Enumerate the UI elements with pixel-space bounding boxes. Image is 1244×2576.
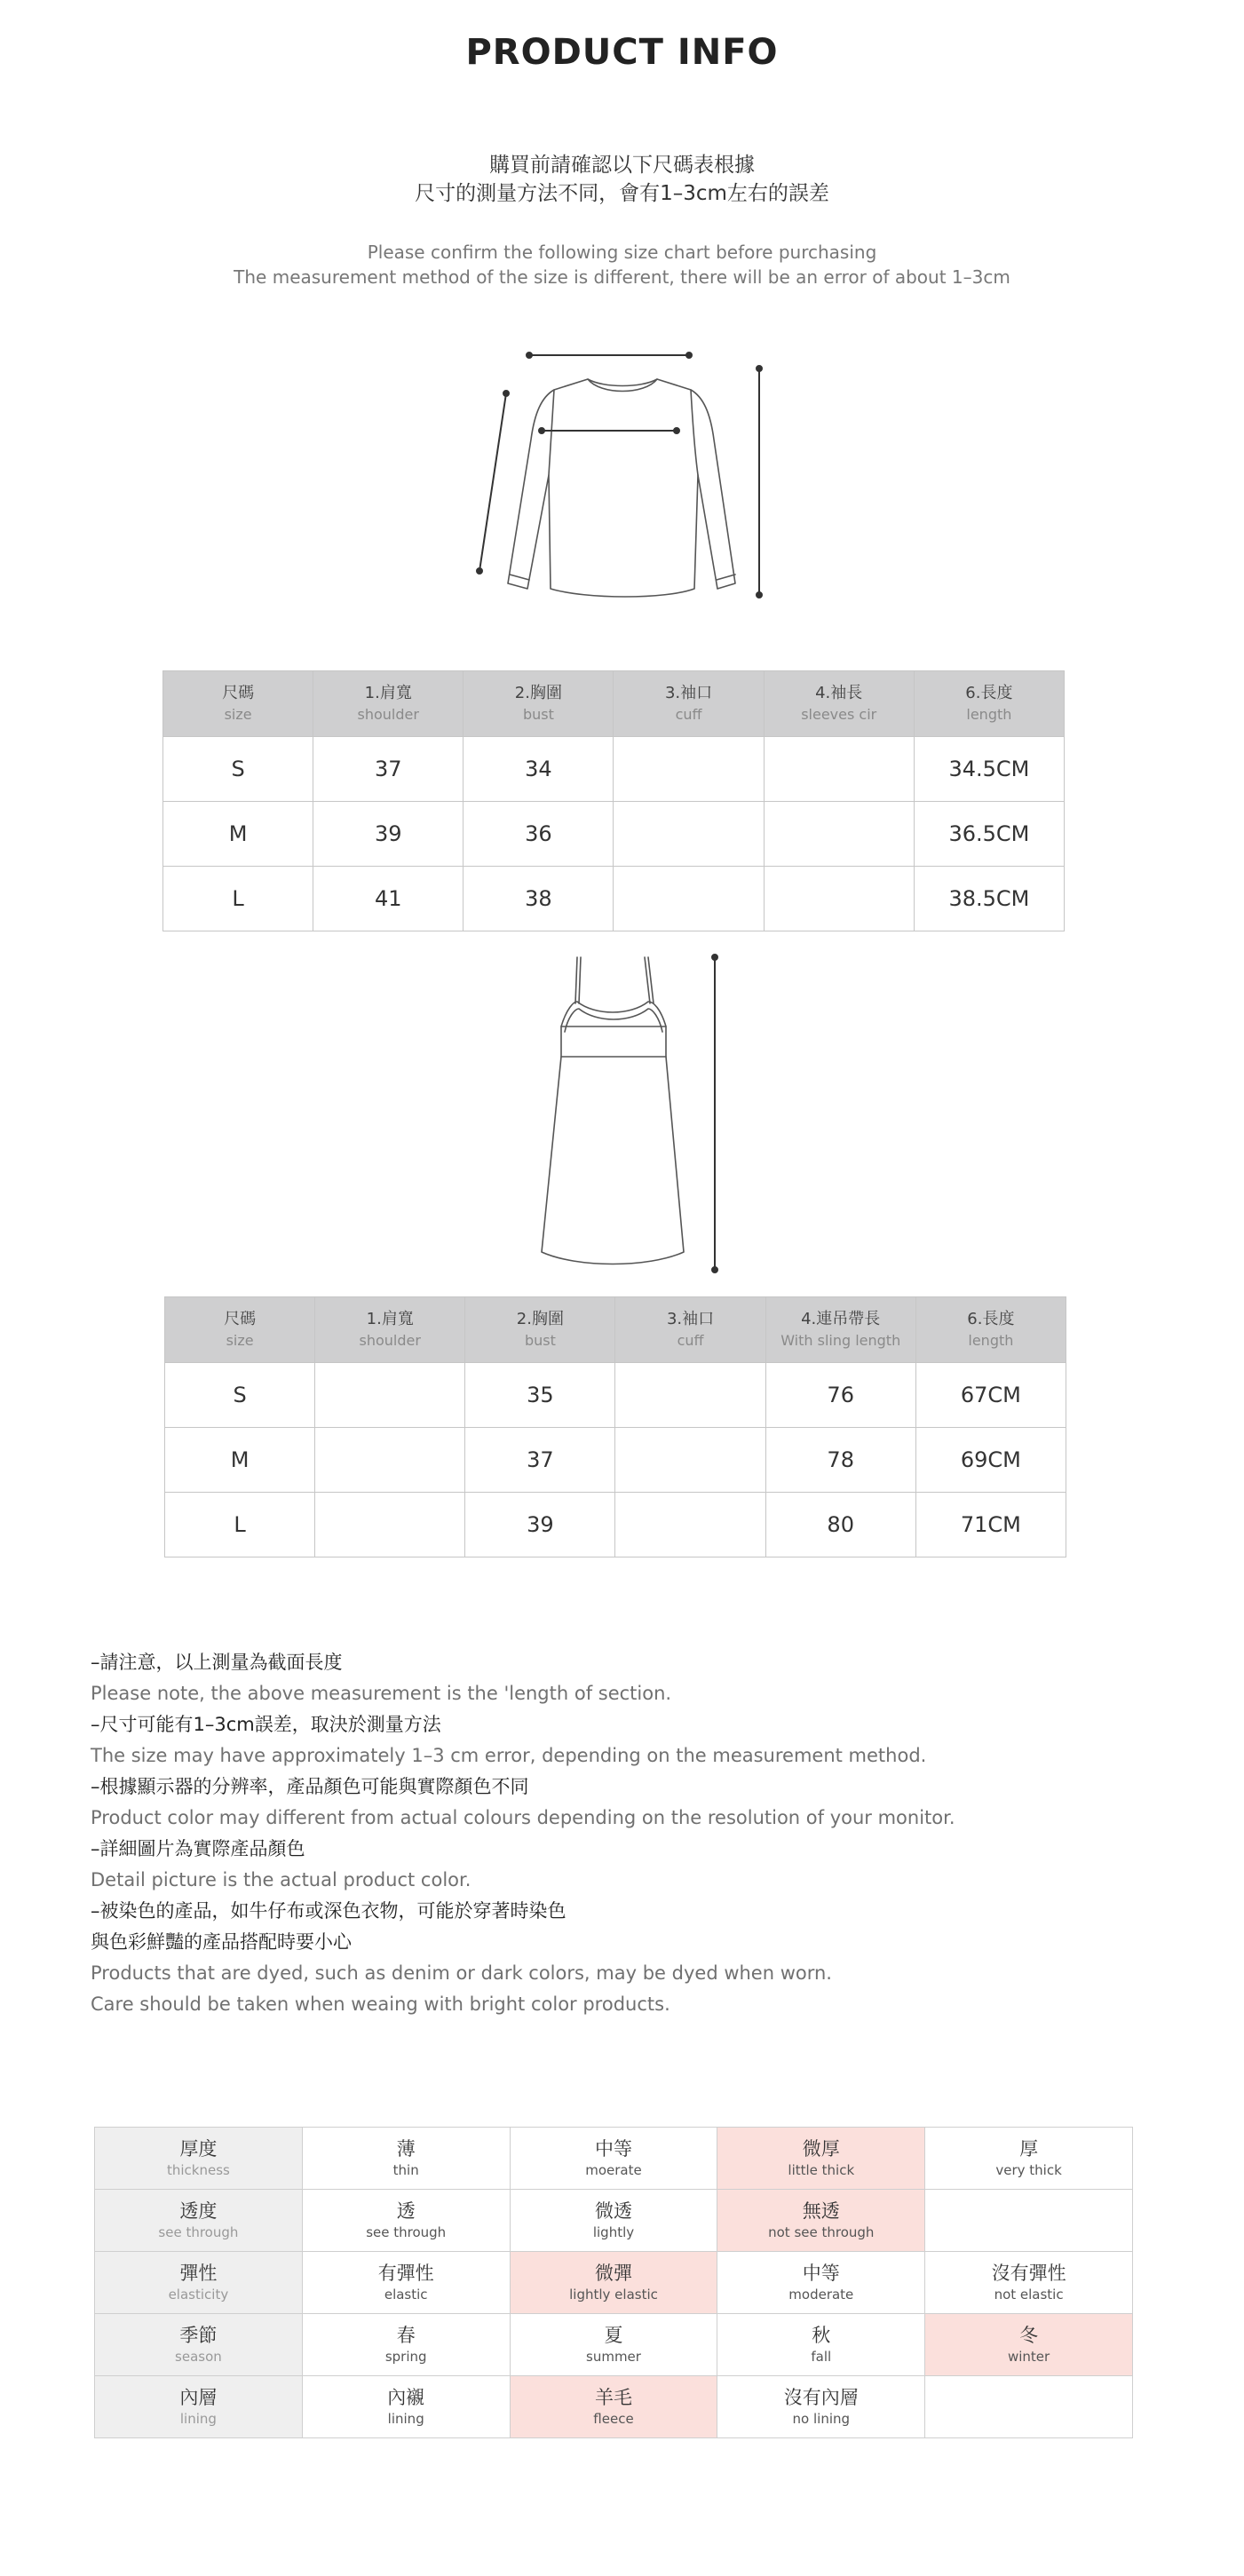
header-cell-bust: 2.胸圍 bust (464, 671, 614, 737)
note-line: 與色彩鮮豔的產品搭配時要小心 (91, 1931, 352, 1953)
header-cell-length: 6.長度 length (914, 671, 1064, 737)
attribute-option: 薄 thin (302, 2128, 510, 2190)
note-line: The size may have approximately 1–3 cm error, depending on the measurement method. (91, 1745, 927, 1766)
table-cell: M (165, 1428, 315, 1493)
attribute-option: 有彈性 elastic (302, 2252, 510, 2314)
note-line: Products that are dyed, such as denim or dark colors, may be dyed when worn. (91, 1962, 832, 1984)
table-cell: 34.5CM (914, 737, 1064, 802)
attribute-label: 厚度 thickness (95, 2128, 303, 2190)
note-line: Product color may different from actual colours depending on the resolution of your monitor. (91, 1807, 955, 1828)
page-title: PRODUCT INFO (465, 32, 779, 73)
attribute-option: 秋 fall (717, 2314, 925, 2376)
table-row (163, 737, 1065, 802)
table-cell (615, 1493, 765, 1557)
dress-measurement-illustration (515, 950, 728, 1288)
note-line: –詳細圖片為實際產品顏色 (91, 1838, 305, 1859)
table-row (165, 1493, 1066, 1557)
note-line: Care should be taken when weaing with bright color products. (91, 1993, 670, 2015)
table-row (165, 1428, 1066, 1493)
table-cell: 37 (465, 1428, 615, 1493)
intro-en-line-1: Please confirm the following size chart before purchasing (367, 242, 877, 263)
table-cell: 71CM (915, 1493, 1066, 1557)
table-cell: M (163, 802, 313, 867)
note-line: –請注意，以上測量為截面長度 (91, 1652, 343, 1673)
table-cell (315, 1428, 465, 1493)
table-cell: L (163, 867, 313, 931)
care-notes (91, 1647, 1156, 2020)
table-cell (315, 1363, 465, 1428)
attribute-row (95, 2128, 1133, 2190)
table-header-row (165, 1297, 1066, 1363)
note-line: Please note, the above measurement is the 'length of section. (91, 1683, 672, 1704)
header-cell-length: 6.長度 length (915, 1297, 1066, 1363)
attribute-option-selected: 無透 not see through (717, 2190, 925, 2252)
table-cell (614, 737, 764, 802)
intro-zh-line-1: 購買前請確認以下尺碼表根據 (489, 154, 755, 177)
attribute-option: 沒有內層 no lining (717, 2376, 925, 2438)
table-header-row (163, 671, 1065, 737)
attribute-option: 透 see through (302, 2190, 510, 2252)
slip-dress-icon (515, 950, 728, 1288)
table-cell (615, 1428, 765, 1493)
table-cell (614, 802, 764, 867)
table-cell: 34 (464, 737, 614, 802)
top-size-table (162, 670, 1065, 931)
attribute-label: 彈性 elasticity (95, 2252, 303, 2314)
table-cell (615, 1363, 765, 1428)
header-cell-cuff: 3.袖口 cuff (614, 671, 764, 737)
attribute-option-selected: 冬 winter (925, 2314, 1133, 2376)
table-cell: 76 (765, 1363, 915, 1428)
attribute-label: 透度 see through (95, 2190, 303, 2252)
attribute-option-selected: 微厚 little thick (717, 2128, 925, 2190)
table-cell: S (165, 1363, 315, 1428)
attribute-row (95, 2376, 1133, 2438)
attribute-option: 中等 moderate (717, 2252, 925, 2314)
attribute-label: 內層 lining (95, 2376, 303, 2438)
intro-english (0, 240, 1244, 289)
fabric-attribute-table (94, 2127, 1133, 2438)
intro-zh-line-2: 尺寸的測量方法不同，會有1–3cm左右的誤差 (415, 182, 829, 205)
header-cell-cuff: 3.袖口 cuff (615, 1297, 765, 1363)
note-line: –尺寸可能有1–3cm誤差，取決於測量方法 (91, 1714, 441, 1735)
table-cell: 80 (765, 1493, 915, 1557)
attribute-option: 內襯 lining (302, 2376, 510, 2438)
table-cell: 78 (765, 1428, 915, 1493)
attribute-row (95, 2190, 1133, 2252)
header-cell-sling-length: 4.連吊帶長 With sling length (765, 1297, 915, 1363)
note-line: –被染色的產品，如牛仔布或深色衣物，可能於穿著時染色 (91, 1900, 567, 1922)
table-cell: 36.5CM (914, 802, 1064, 867)
table-cell: L (165, 1493, 315, 1557)
attribute-option: 夏 summer (510, 2314, 717, 2376)
long-sleeve-top-icon (453, 342, 799, 617)
table-row (165, 1363, 1066, 1428)
attribute-option-selected: 微彈 lightly elastic (510, 2252, 717, 2314)
intro-en-line-2: The measurement method of the size is different, there will be an error of about 1–3cm (234, 266, 1010, 288)
attribute-option (925, 2376, 1133, 2438)
attribute-option: 沒有彈性 not elastic (925, 2252, 1133, 2314)
table-cell: 38 (464, 867, 614, 931)
dress-size-table (164, 1296, 1066, 1557)
table-cell: 41 (313, 867, 464, 931)
attribute-option: 微透 lightly (510, 2190, 717, 2252)
header-cell-size: 尺碼 size (165, 1297, 315, 1363)
table-cell (764, 802, 914, 867)
table-cell: S (163, 737, 313, 802)
note-line: –根據顯示器的分辨率，產品顏色可能與實際顏色不同 (91, 1776, 529, 1797)
attribute-option: 春 spring (302, 2314, 510, 2376)
attribute-row (95, 2314, 1133, 2376)
top-measurement-illustration (453, 342, 799, 617)
table-cell: 35 (465, 1363, 615, 1428)
table-cell: 38.5CM (914, 867, 1064, 931)
intro-chinese (0, 151, 1244, 208)
table-cell: 39 (465, 1493, 615, 1557)
attribute-option (925, 2190, 1133, 2252)
table-row (163, 802, 1065, 867)
table-cell: 37 (313, 737, 464, 802)
header-cell-shoulder: 1.肩寬 shoulder (313, 671, 464, 737)
header-cell-bust: 2.胸圍 bust (465, 1297, 615, 1363)
table-cell (764, 737, 914, 802)
table-cell (764, 867, 914, 931)
header-cell-sleeves: 4.袖長 sleeves cir (764, 671, 914, 737)
attribute-option-selected: 羊毛 fleece (510, 2376, 717, 2438)
attribute-row (95, 2252, 1133, 2314)
table-cell (315, 1493, 465, 1557)
note-line: Detail picture is the actual product color. (91, 1869, 471, 1890)
attribute-option: 中等 moerate (510, 2128, 717, 2190)
attribute-label: 季節 season (95, 2314, 303, 2376)
table-cell: 67CM (915, 1363, 1066, 1428)
header-cell-shoulder: 1.肩寬 shoulder (315, 1297, 465, 1363)
table-cell: 69CM (915, 1428, 1066, 1493)
attribute-option: 厚 very thick (925, 2128, 1133, 2190)
table-cell: 39 (313, 802, 464, 867)
table-cell: 36 (464, 802, 614, 867)
table-row (163, 867, 1065, 931)
header-cell-size: 尺碼 size (163, 671, 313, 737)
table-cell (614, 867, 764, 931)
